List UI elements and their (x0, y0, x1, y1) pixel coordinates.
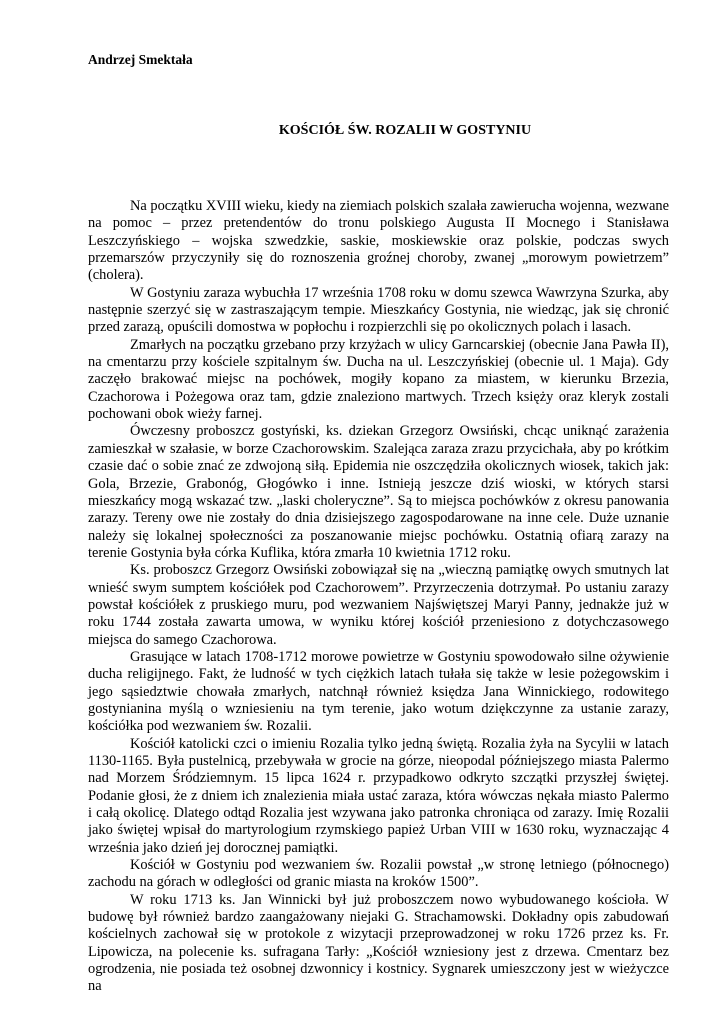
author-name: Andrzej Smektała (88, 52, 193, 67)
paragraph-4: Ówczesny proboszcz gostyński, ks. dziekan Grzegorz Owsiński, chcąc uniknąć zarażenia zamieszkał w szałasie, w borze Czachorowskim. Szalejąca zaraza zrazu przycichała, aby po krótkim czasie dać o sobie znać ze zdwojoną siłą. Epidemia nie oszczędziła okolicznych wiosek, takich jak: Gola, Brzezie, Grabonóg, Głogówko i inne. Istnieją jeszcze dziś wioski, w których starsi mieszkańcy mogą wskazać tzw. „laski choleryczne”. Są to miejsca pochówków z okresu panowania zarazy. Tereny owe nie zostały do dnia dzisiejszego zagospodarowane na inne cele. Duże uznanie należy się lokalnej społeczności za poszanowanie miejsc pochówku. Ostatnią ofiarą zarazy na terenie Gostynia była córka Kuflika, która zmarła 10 kwietnia 1712 roku. (88, 423, 669, 561)
paragraph-5: Ks. proboszcz Grzegorz Owsiński zobowiązał się na „wieczną pamiątkę owych smutnych lat wnieść swym sumptem kościółek pod Czachorowem”. Przyrzeczenia dotrzymał. Po ustaniu zarazy powstał kościółek z pruskiego muru, pod wezwaniem Najświętszej Maryi Panny, jednakże już w roku 1744 została zawarta umowa, w wyniku której kościół przeniesiono z dotychczasowego miejsca do samego Czachorowa. (88, 562, 669, 648)
paragraph-1: Na początku XVIII wieku, kiedy na ziemiach polskich szalała zawierucha wojenna, wezwane na pomoc – przez pretendentów do tronu polskiego Augusta II Mocnego i Stanisława Leszczyńskiego – wojska szwedzkie, saskie, moskiewskie oraz polskie, podczas swych przemarszów przyczyniły się do roznoszenia groźnej choroby, zwanej „morowym powietrzem” (cholera). (88, 198, 670, 284)
article-body (88, 198, 669, 996)
paragraph-9: W roku 1713 ks. Jan Winnicki był już proboszczem nowo wybudowanego kościoła. W budowę był również bardzo zaangażowany niejaki G. Strachamowski. Dokładny opis zabudowań kościelnych zachował się w protokole z wizytacji przeprowadzonej w roku 1726 przez ks. Fr. Lipowicza, na polecenie ks. sufragana Tarły: „Kościół wzniesiony jest z drzewa. Cmentarz bez ogrodzenia, nie posiada też osobnej dzwonnicy i kostnicy. Sygnarek umieszczony jest w wieżyczce na (88, 891, 669, 995)
paragraph-7: Kościół katolicki czci o imieniu Rozalia tylko jedną świętą. Rozalia żyła na Sycylii w latach 1130-1165. Była pustelnicą, przebywała w grocie na górze, nieopodal późniejszego miasta Palermo nad Morzem Śródziemnym. 15 lipca 1624 r. przypadkowo odkryto szczątki przyszłej świętej. Podanie głosi, że z dniem ich znalezienia miała ustać zaraza, która wówczas nękała miasto Palermo i całą okolicę. Dlatego odtąd Rozalia jest wzywana jako patronka chroniąca od zarazy. Imię Rozalii jako świętej wpisał do martyrologium rzymskiego papież Urban VIII w 1630 roku, wyznaczając 4 września jako dzień jej dorocznej pamiątki. (88, 735, 669, 856)
paragraph-2: W Gostyniu zaraza wybuchła 17 września 1708 roku w domu szewca Wawrzyna Szurka, aby następnie szerzyć się w zastraszającym tempie. Mieszkańcy Gostynia, nie wiedząc, jak się chronić przed zarazą, opuścili domostwa w popłochu i rozpierzchli się po okolicznych polach i lasach. (88, 284, 669, 336)
paragraph-8: Kościół w Gostyniu pod wezwaniem św. Rozalii powstał „w stronę letniego (północnego) zachodu na górach w odległości od granic miasta na kroków 1500”. (88, 857, 669, 891)
document-title: KOŚCIÓŁ ŚW. ROZALII W GOSTYNIU (278, 123, 532, 138)
paragraph-3: Zmarłych na początku grzebano przy krzyżach w ulicy Garncarskiej (obecnie Jana Pawła II), na cmentarzu przy kościele szpitalnym św. Ducha na ul. Leszczyńskiej (obecnie ul. 1 Maja). Gdy zaczęło brakować miejsc na pochówek, mogiły kopano za miastem, w kierunku Brzezia, Czachorowa i Pożegowa oraz tam, gdzie znaleziono martwych. Trzech księży oraz kleryk zostali pochowani obok wieży farnej. (88, 336, 669, 423)
paragraph-6: Grasujące w latach 1708-1712 morowe powietrze w Gostyniu spowodowało silne ożywienie ducha religijnego. Fakt, że ludność w tych ciężkich latach tułała się także w lesie pożegowskim i jego sąsiedztwie chowała zmarłych, natchnął również księdza Jana Winnickiego, rodowitego gostynianina myślą o wzniesieniu na tym terenie, jako wotum dziękczynne za ustanie zarazy, kościółka pod wezwaniem św. Rozalii. (88, 648, 669, 735)
